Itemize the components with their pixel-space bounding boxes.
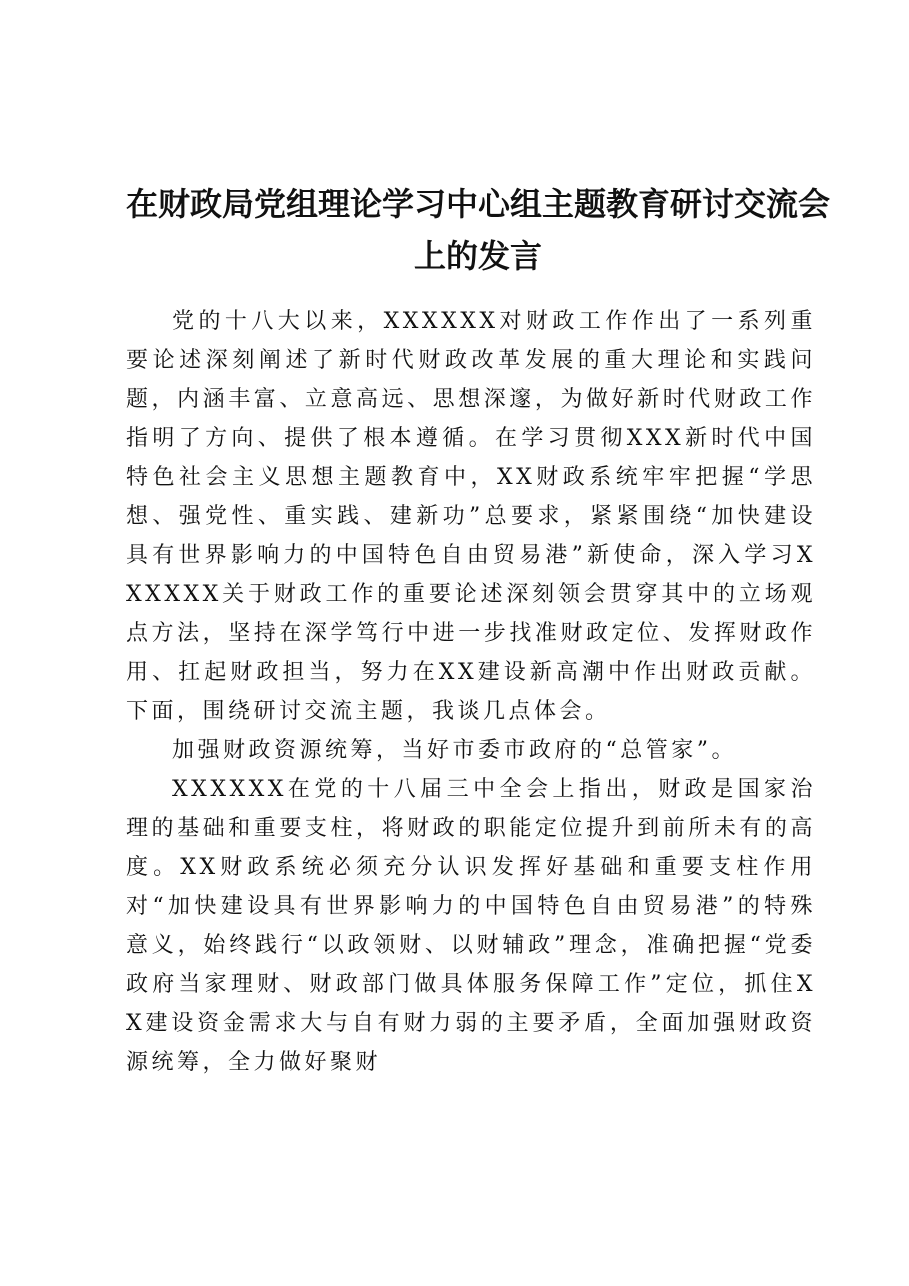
- document-body: [126, 302, 816, 1082]
- document-title: 在财政局党组理论学习中心组主题教育研讨交流会上的发言: [125, 185, 830, 275]
- paragraph-section-body: XXXXXX在党的十八届三中全会上指出，财政是国家治理的基础和重要支柱，将财政的职能定位提升到前所未有的高度。XX财政系统必须充分认识发挥好基础和重要支柱作用对“加快建设具有世界影响力的中国特色自由贸易港”的特殊意义，始终践行“以政领财、以财辅政”理念，准确把握“党委政府当家理财、财政部门做具体服务保障工作”定位，抓住XX建设资金需求大与自有财力弱的主要矛盾，全面加强财政资源统筹，全力做好聚财: [126, 777, 816, 1075]
- paragraph-section-heading: 加强财政资源统筹，当好市委市政府的“总管家”。: [172, 738, 737, 763]
- paragraph-intro: 党的十八大以来，XXXXXX对财政工作作出了一系列重要论述深刻阐述了新时代财政改革发展的重大理论和实践问题，内涵丰富、立意高远、思想深邃，为做好新时代财政工作指明了方向、提供了根本遵循。在学习贯彻XXX新时代中国特色社会主义思想主题教育中，XX财政系统牢牢把握“学思想、强党性、重实践、建新功”总要求，紧紧围绕“加快建设具有世界影响力的中国特色自由贸易港”新使命，深入学习XXXXXX关于财政工作的重要论述深刻领会贯穿其中的立场观点方法，坚持在深学笃行中进一步找准财政定位、发挥财政作用、扛起财政担当，努力在XX建设新高潮中作出财政贡献。下面，围绕研讨交流主题，我谈几点体会。: [126, 309, 816, 724]
